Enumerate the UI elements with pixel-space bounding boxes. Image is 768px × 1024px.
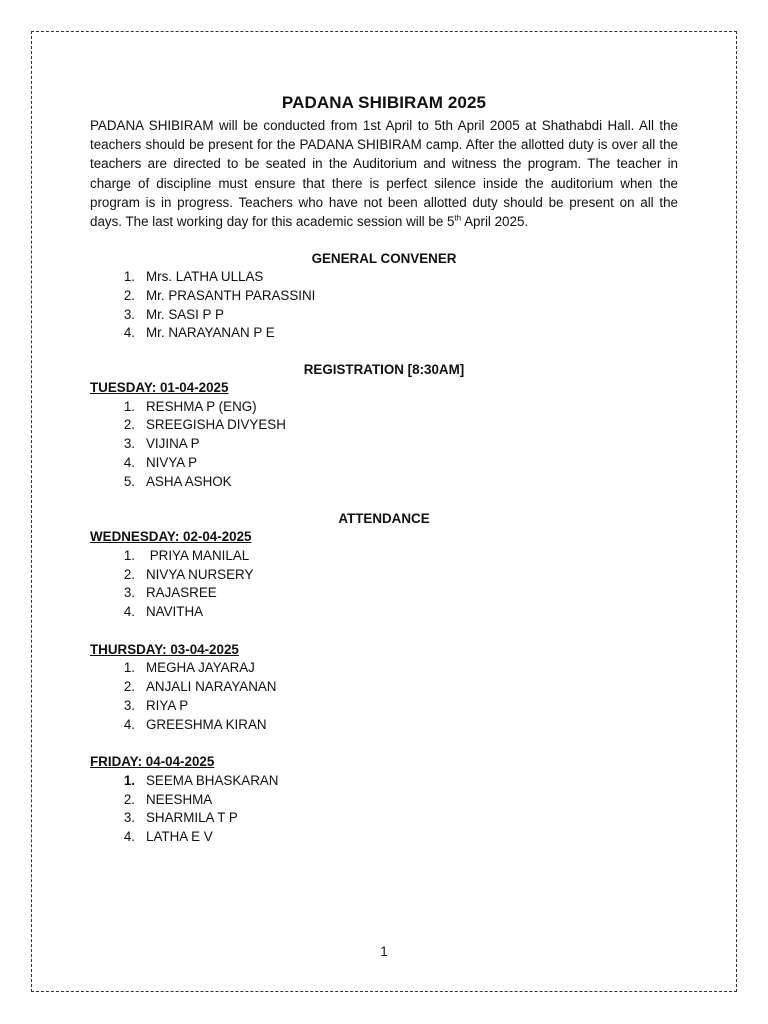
list-name: NIVYA P	[146, 454, 198, 470]
list-item	[90, 828, 678, 847]
intro-text-end: April 2025.	[461, 214, 529, 230]
list-name: NAVITHA	[146, 604, 204, 620]
list-number: 4.	[123, 325, 135, 341]
list-number: 3.	[123, 306, 135, 322]
list-number: 2.	[123, 679, 135, 695]
attendance-heading: ATTENDANCE	[338, 511, 430, 527]
list-name: ASHA ASHOK	[146, 473, 232, 489]
list-number: 4.	[123, 604, 135, 620]
list-item	[90, 791, 678, 810]
list-name: ANJALI NARAYANAN	[146, 679, 277, 695]
list-item	[90, 697, 678, 716]
list-item	[90, 659, 678, 678]
wednesday-heading: WEDNESDAY: 02-04-2025	[90, 529, 252, 545]
list-item	[90, 435, 678, 454]
thursday-heading: THURSDAY: 03-04-2025	[90, 641, 239, 657]
list-number: 3.	[123, 436, 135, 452]
general-convener-heading: GENERAL CONVENER	[311, 251, 457, 267]
list-item	[90, 678, 678, 697]
list-name: Mr. PRASANTH PARASSINI	[146, 287, 316, 303]
list-name: LATHA E V	[146, 829, 213, 845]
list-item	[90, 566, 678, 585]
document-body	[90, 93, 678, 847]
list-number: 2.	[123, 791, 135, 807]
list-item	[90, 772, 678, 791]
friday-list	[90, 772, 678, 847]
list-number: 4.	[123, 454, 135, 470]
list-name: SHARMILA T P	[146, 810, 238, 826]
list-number: 1.	[123, 398, 135, 414]
list-name: Mr. NARAYANAN P E	[146, 325, 275, 341]
list-number: 5.	[123, 473, 135, 489]
list-name: SREEGISHA DIVYESH	[146, 417, 286, 433]
list-number: 3.	[123, 697, 135, 713]
list-number: 2.	[123, 417, 135, 433]
list-item	[90, 603, 678, 622]
list-item	[90, 324, 678, 343]
list-name: MEGHA JAYARAJ	[146, 660, 255, 676]
list-name: RAJASREE	[146, 585, 217, 601]
list-number: 2.	[123, 566, 135, 582]
list-name: SEEMA BHASKARAN	[146, 772, 279, 788]
page-number: 1	[380, 944, 388, 959]
wednesday-list	[90, 547, 678, 622]
list-name: RIYA P	[146, 697, 189, 713]
document-title: PADANA SHIBIRAM 2025	[281, 93, 487, 112]
list-item	[90, 416, 678, 435]
thursday-list	[90, 659, 678, 734]
list-name: NEESHMA	[146, 791, 213, 807]
list-number: 4.	[123, 829, 135, 845]
tuesday-heading: TUESDAY: 01-04-2025	[90, 380, 229, 396]
list-item	[90, 473, 678, 492]
list-item	[90, 584, 678, 603]
list-number: 2.	[123, 287, 135, 303]
list-number: 4.	[123, 716, 135, 732]
intro-text: PADANA SHIBIRAM will be conducted from 1st April to 5th April 2005 at Shathabdi Hall. All the teachers should be present for the PADANA SHIBIRAM camp. After the allotted duty is over all the teachers are directed to be seated in the Auditorium and witness the program. The teacher in charge of discipline must ensure that there is perfect silence inside the auditorium when the program is in progress. Teachers who have not been allotted duty should be present on all the days. The last working day for this academic session will be 5	[90, 118, 678, 230]
registration-list	[90, 398, 678, 492]
list-name: Mrs. LATHA ULLAS	[146, 269, 264, 285]
list-item	[90, 716, 678, 735]
list-number: 3.	[123, 810, 135, 826]
intro-superscript: th	[454, 213, 462, 223]
intro-paragraph	[90, 116, 678, 231]
list-name: PRIYA MANILAL	[146, 547, 250, 563]
list-name: VIJINA P	[146, 436, 200, 452]
list-number: 1.	[123, 269, 135, 285]
list-number: 1.	[123, 547, 135, 563]
friday-heading: FRIDAY: 04-04-2025	[90, 754, 215, 770]
list-name: Mr. SASI P P	[146, 306, 224, 322]
list-item	[90, 287, 678, 306]
list-item	[90, 398, 678, 417]
list-item	[90, 454, 678, 473]
general-convener-list	[90, 268, 678, 343]
list-item	[90, 547, 678, 566]
registration-heading: REGISTRATION [8:30AM]	[303, 362, 465, 378]
list-number: 1.	[123, 772, 135, 788]
list-number: 1.	[123, 660, 135, 676]
list-number: 3.	[123, 585, 135, 601]
list-name: NIVYA NURSERY	[146, 566, 254, 582]
list-name: GREESHMA KIRAN	[146, 716, 267, 732]
list-item	[90, 809, 678, 828]
list-name: RESHMA P (ENG)	[146, 398, 257, 414]
list-item	[90, 268, 678, 287]
list-item	[90, 306, 678, 325]
